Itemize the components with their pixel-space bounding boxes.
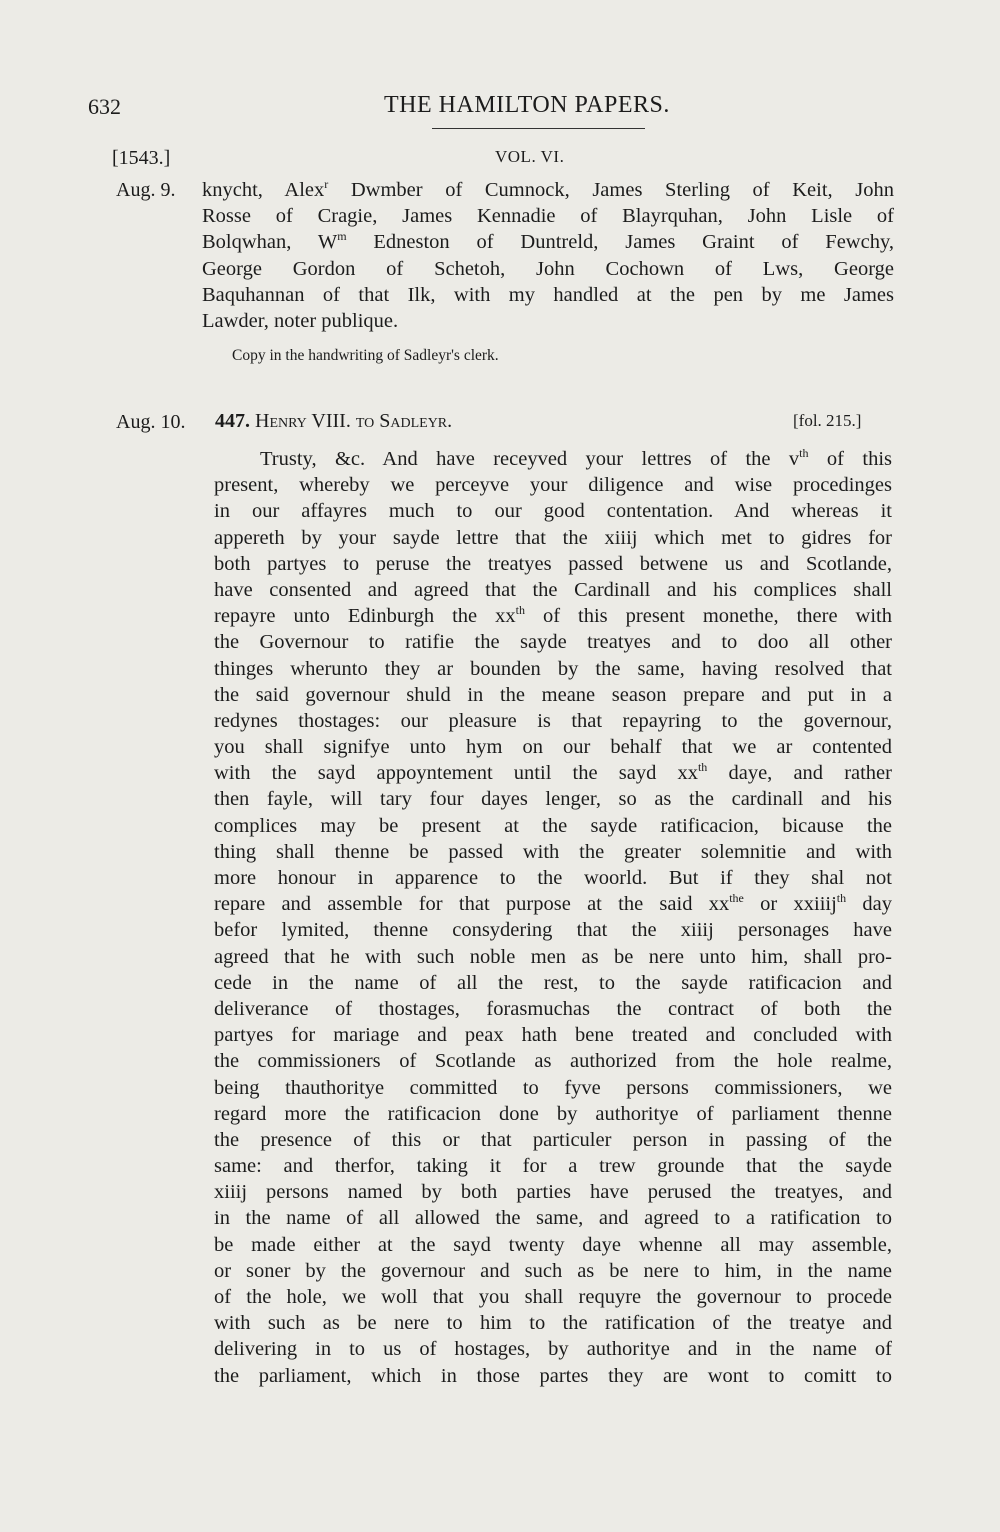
text-line: redynes thostages: our pleasure is that repayring to the governour, — [214, 709, 892, 732]
text-line: cede in the name of all the rest, to the sayde ratificacion and — [214, 971, 892, 994]
source-note: Copy in the handwriting of Sadleyr's clerk. — [232, 347, 499, 364]
page-number: 632 — [88, 94, 121, 119]
text-line: delivering in to us of hostages, by authoritye and in the name of — [214, 1338, 892, 1361]
text-line: befor lymited, thenne consydering that the xiiij personages have — [214, 919, 892, 942]
text-line: the presence of this or that particuler person in passing of the — [214, 1128, 892, 1151]
text-line: with the sayd appoyntement until the sayd $xx^{th}$ daye, and rather — [214, 760, 892, 785]
text-line: repayre unto Edinburgh the $xx^{th}$ of this present monethe, there with — [214, 603, 892, 628]
document-heading — [215, 410, 452, 433]
text-line: complices may be present at the sayde ratificacion, bicause the — [214, 814, 892, 837]
document-title: Henry VIII. to Sadleyr. — [255, 410, 453, 432]
text-line: regard more the ratificacion done by authoritye of parliament thenne — [214, 1102, 892, 1125]
text-line: same: and therfor, taking it for a trew grounde that the sayde — [214, 1155, 892, 1178]
text-line: have consented and agreed that the Cardinall and his complices shall — [214, 578, 892, 601]
margin-date: Aug. 10. — [116, 411, 186, 433]
text-line: with such as be nere to him to the ratification of the treatye and — [214, 1312, 892, 1335]
continued-text-block — [202, 177, 894, 334]
text-line: the parliament, which in those partes they are wont to comitt to — [214, 1364, 892, 1387]
text-line: Bolqwhan, $W^m$ Edneston of Duntreld, James Graint of Fewchy, — [202, 229, 894, 254]
text-line: you shall signifye unto hym on our behalf that we ar contented — [214, 736, 892, 759]
text-line: partyes for mariage and peax hath bene treated and concluded with — [214, 1024, 892, 1047]
text-line: then fayle, will tary four dayes lenger, so as the cardinall and his — [214, 788, 892, 811]
running-title: THE HAMILTON PAPERS. — [384, 92, 670, 118]
text-line: appereth by your sayde lettre that the xiiij which met to gidres for — [214, 526, 892, 549]
text-line: or soner by the governour and such as be nere to him, in the name — [214, 1259, 892, 1282]
text-line: the said governour shuld in the meane season prepare and put in a — [214, 683, 892, 706]
text-line: Baquhannan of that Ilk, with my handled at the pen by me James — [202, 283, 894, 306]
text-line: being thauthoritye committed to fyve persons commissioners, we — [214, 1076, 892, 1099]
title-rule — [432, 128, 645, 129]
text-line: repare and assemble for that purpose at the said $xx^{the}$ or xxiiij$^{th}$ day — [214, 891, 892, 916]
text-line: deliverance of thostages, forasmuchas the contract of both the — [214, 997, 892, 1020]
text-line: Trusty, &c. And have receyved your lettres of the $v^{th}$ of this — [260, 446, 892, 470]
text-line: Rosse of Cragie, James Kennadie of Blayrquhan, John Lisle of — [202, 205, 894, 228]
margin-date: Aug. 9. — [116, 179, 176, 201]
text-line: knycht, Alex$^r$ Dwmber of Cumnock, James Sterling of Keit, John — [202, 177, 894, 201]
text-line: in the name of all allowed the same, and agreed to a ratification to — [214, 1207, 892, 1230]
text-line: agreed that he with such noble men as be nere unto him, shall pro- — [214, 945, 892, 968]
text-line: George Gordon of Schetoh, John Cochown of Lws, George — [202, 257, 894, 280]
text-line: thinges wherunto they ar bounden by the same, having resolved that — [214, 657, 892, 680]
year-marker: [1543.] — [112, 147, 171, 169]
text-line: of the hole, we woll that you shall requyre the governour to procede — [214, 1286, 892, 1308]
text-line: in our affayres much to our good contentation. And whereas it — [214, 500, 892, 523]
text-line: be made either at the sayd twenty daye whenne all may assemble, — [214, 1233, 892, 1256]
folio-reference: [fol. 215.] — [793, 411, 862, 430]
text-line: thing shall thenne be passed with the greater solemnitie and with — [214, 840, 892, 863]
volume-marker: VOL. VI. — [495, 147, 565, 166]
text-line: both partyes to peruse the treatyes passed betwene us and Scotlande, — [214, 552, 892, 575]
text-line: more honour in apparence to the woorld. But if they shal not — [214, 867, 892, 889]
text-line: xiiij persons named by both parties have perused the treatyes, and — [214, 1181, 892, 1204]
text-line: the commissioners of Scotlande as authorized from the hole realme, — [214, 1050, 892, 1073]
text-line: present, whereby we perceyve your diligence and wise procedinges — [214, 474, 892, 497]
letter-body — [214, 446, 892, 1389]
text-line: the Governour to ratifie the sayde treatyes and to doo all other — [214, 631, 892, 654]
document-number: 447. — [215, 410, 250, 432]
text-line: Lawder, noter publique. — [202, 309, 399, 332]
